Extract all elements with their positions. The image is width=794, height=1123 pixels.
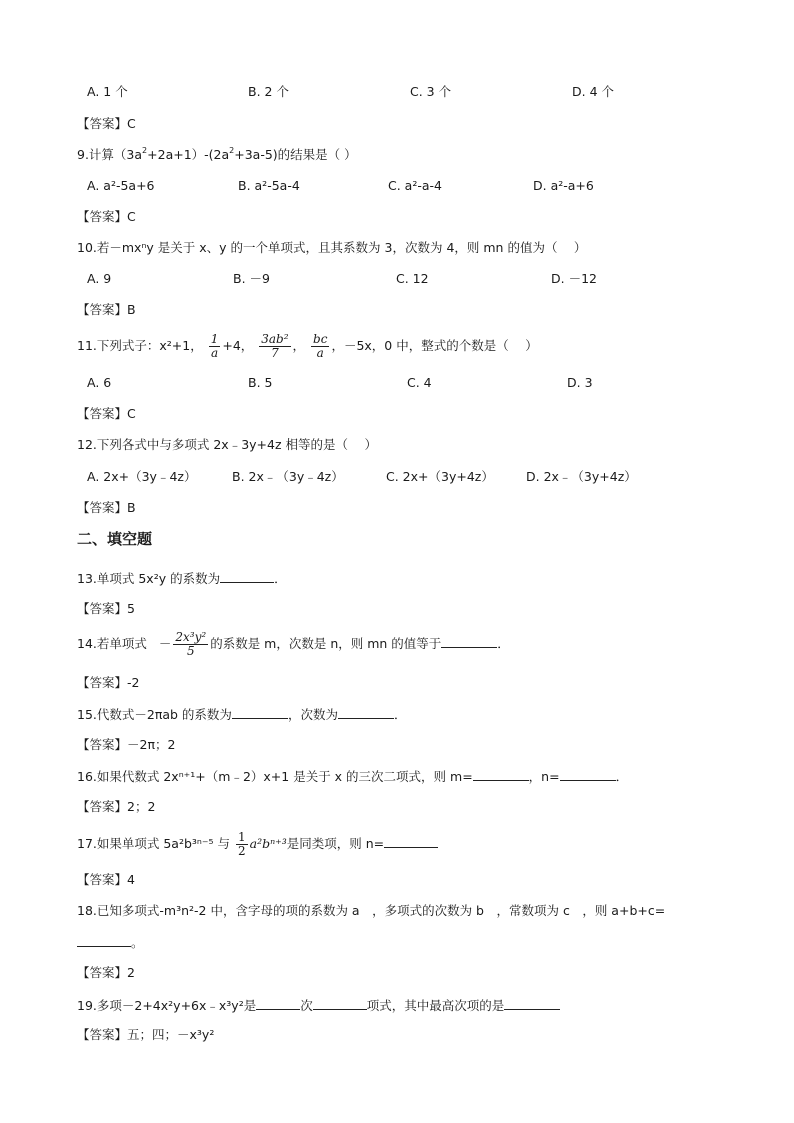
q9-option-a: A. a²-5a+6 — [87, 178, 155, 193]
q11-option-c: C. 4 — [407, 375, 432, 390]
q11-answer: 【答案】C — [77, 406, 136, 421]
q11-stem: 11.下列式子：x²+1， $\frac{1}{a}$ +4， $\frac{\text{3ab²}}{7}$ ， $\frac{bc}{a}$ ，－5x，0 中，整式的个数是（ ） — [77, 332, 538, 360]
q16-stem: 16.如果代数式 2xⁿ⁺¹+（m﹣2）x+1 是关于 x 的三次二项式，则 m= ，n= ． — [77, 769, 629, 784]
q19-blank-1[interactable] — [256, 997, 300, 1010]
q14-stem: 14.若单项式 － $\frac{\text{2x³y²}}{5}$ 的系数是 m，次数是 n，则 mn 的值等于 ． — [77, 630, 510, 658]
q11-option-a: A. 6 — [87, 375, 112, 390]
q11-option-b: B. 5 — [248, 375, 273, 390]
q13-stem: 13.单项式 5x²y 的系数为 ． — [77, 571, 287, 586]
q14-fraction: $\frac{\text{2x³y²}}{5}$ — [175, 630, 207, 658]
q15-answer: 【答案】－2π；2 — [77, 737, 176, 752]
q16-blank-2[interactable] — [560, 768, 616, 781]
q13-answer: 【答案】5 — [77, 601, 135, 616]
q14-blank[interactable] — [441, 635, 497, 648]
q10-answer: 【答案】B — [77, 302, 136, 317]
q17-fraction: $\frac{1}{2}$ — [237, 830, 246, 858]
q14-answer: 【答案】-2 — [77, 675, 140, 690]
q12-stem: 12.下列各式中与多项式 2x﹣3y+4z 相等的是（ ） — [77, 437, 377, 452]
q16-answer: 【答案】2；2 — [77, 799, 156, 814]
q11-fraction-2: $\frac{\text{3ab²}}{7}$ — [261, 332, 289, 360]
q12-option-b: B. 2x﹣（3y﹣4z） — [232, 469, 344, 484]
q8-option-b: B. 2 个 — [248, 84, 289, 99]
q19-stem: 19.多项－2+4x²y+6x﹣x³y²是 次 项式，其中最高次项的是 — [77, 997, 560, 1014]
section-title: 二、填空题 — [77, 530, 153, 548]
q18-blank[interactable] — [77, 934, 131, 947]
q11-fraction-1: $\frac{1}{a}$ — [210, 332, 219, 360]
q9-option-d: D. a²-a+6 — [533, 178, 594, 193]
q19-blank-3[interactable] — [504, 997, 560, 1010]
q9-stem: 9.计算$(3a^2+2a+1)-(2a^2+3a-5)$的结果是（ ） — [77, 146, 357, 162]
q12-option-a: A. 2x+（3y﹣4z） — [87, 469, 197, 484]
q11-fraction-3: $\frac{bc}{a}$ — [313, 332, 328, 360]
q10-option-b: B. －9 — [233, 271, 270, 286]
q8-option-a: A. 1 个 — [87, 84, 128, 99]
q18-stem: 18.已知多项式-m³n²-2 中，含字母的项的系数为 a ，多项式的次数为 b ，常数项为 c ，则 a+b+c= — [77, 903, 666, 918]
q9-option-c: C. a²-a-4 — [388, 178, 442, 193]
q12-option-c: C. 2x+（3y+4z） — [386, 469, 494, 484]
q18-answer: 【答案】2 — [77, 965, 135, 980]
q11-option-d: D. 3 — [567, 375, 593, 390]
q15-stem: 15.代数式－2πab 的系数为 ，次数为 ． — [77, 707, 407, 722]
q12-option-d: D. 2x﹣（3y+4z） — [526, 469, 637, 484]
q19-blank-2[interactable] — [313, 997, 367, 1010]
q16-blank-1[interactable] — [473, 768, 529, 781]
q17-answer: 【答案】4 — [77, 872, 135, 887]
q15-blank-1[interactable] — [232, 706, 288, 719]
q15-blank-2[interactable] — [338, 706, 394, 719]
q8-answer: 【答案】C — [77, 116, 136, 131]
q10-option-d: D. －12 — [551, 271, 597, 286]
q10-stem: 10.若－mxⁿy 是关于 x、y 的一个单项式，且其系数为 3，次数为 4，则 mn 的值为（ ） — [77, 240, 587, 255]
q17-blank[interactable] — [384, 835, 438, 848]
q9-answer: 【答案】C — [77, 209, 136, 224]
q9-option-b: B. a²-5a-4 — [238, 178, 300, 193]
q8-option-d: D. 4 个 — [572, 84, 614, 99]
q19-answer: 【答案】五；四；－x³y² — [77, 1027, 215, 1042]
q17-stem: 17.如果单项式 5a²b³ⁿ⁻⁵ 与 $\frac{1}{2}$ a²bⁿ⁺³是同类项，则 n= — [77, 828, 438, 860]
q18-stem-line-2: 。 — [77, 934, 144, 951]
q10-option-a: A. 9 — [87, 271, 112, 286]
q8-option-c: C. 3 个 — [410, 84, 452, 99]
q10-option-c: C. 12 — [396, 271, 429, 286]
q12-answer: 【答案】B — [77, 500, 136, 515]
q13-blank[interactable] — [220, 570, 274, 583]
